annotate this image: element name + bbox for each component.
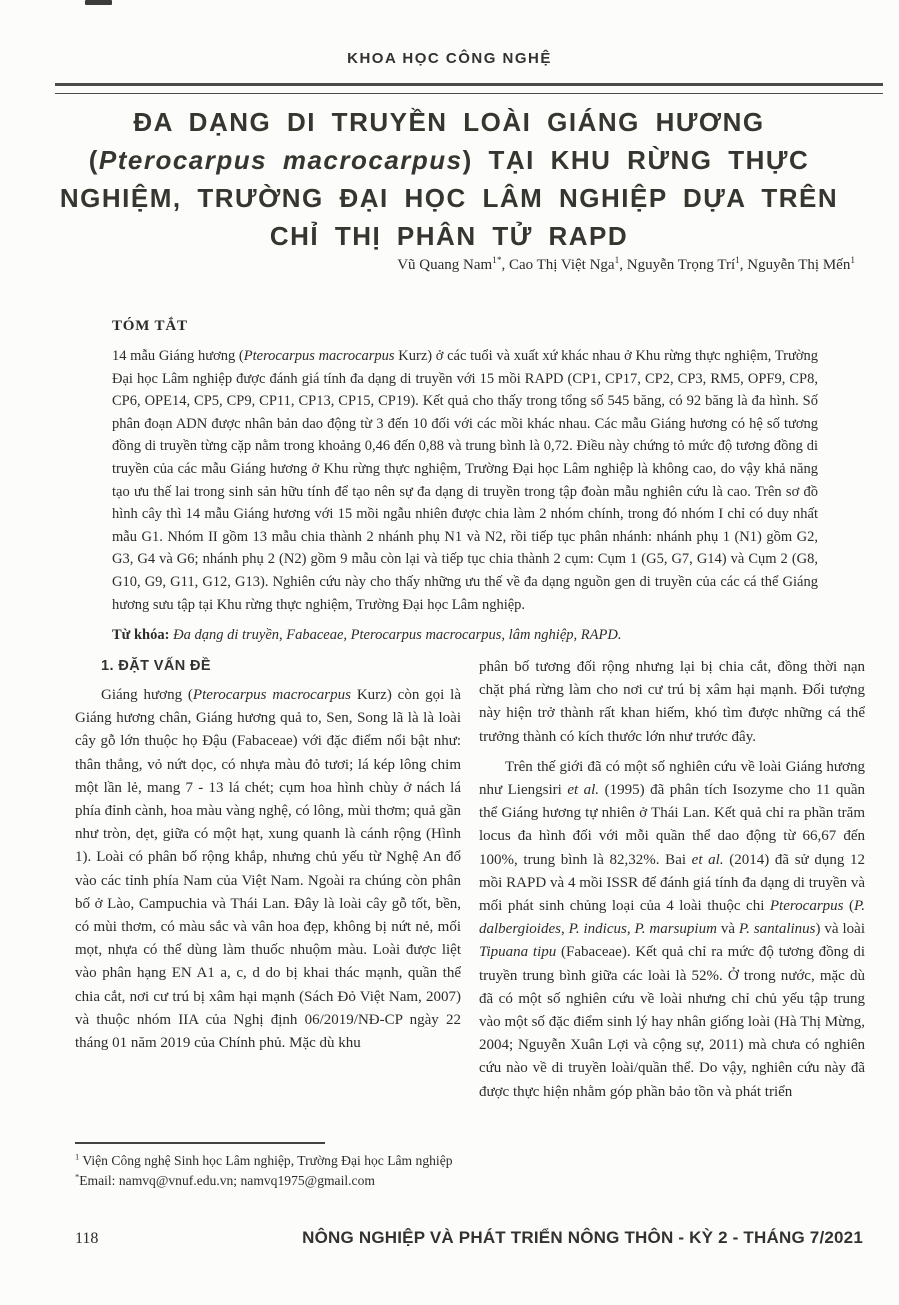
abstract-text: 14 mẫu Giáng hương (Pterocarpus macrocarpus Kurz) ở các tuổi và xuất xứ khác nhau ở Khu rừng thực nghiệm, Trường Đại học Lâm nghiệp được đánh giá tính đa dạng di truyền với 15 mồi RAPD (CP1, CP17, CP2, CP3, RM5, OPF9, CP8, CP6, OPE14, CP5, CP9, CP11, CP13, CP15, CP19). Kết quả cho thấy trong tổng số 545 băng, có 92 băng là đa hình. Số phân đoạn ADN được nhân bản dao động từ 3 đến 10 đối với các mồi khác nhau. Các mẫu Giáng hương có hệ số tương đồng di truyền từng cặp nằm trong khoảng 0,46 đến 0,88 và trung bình là 0,72. Điều này chứng tỏ mức độ tương đồng di truyền của các mẫu Giáng hương ở Khu rừng thực nghiệm, Trường Đại học Lâm nghiệp là không cao, do vậy khả năng tạo ưu thế lai trong sinh sản hữu tính để tạo nên sự đa dạng di truyền trong tập đoàn mẫu nghiên cứu là cao. Trên sơ đồ hình cây thì 14 mẫu Giáng hương với 15 mồi ngẫu nhiên được chia làm 2 nhóm chính, trong đó nhóm I chỉ có duy nhất mẫu G1. Nhóm II gồm 13 mẫu chia thành 2 nhánh phụ N1 và N2, rồi tiếp tục phân nhánh: nhánh phụ 1 (N1) gồm G2, G3, G4 và G6; nhánh phụ 2 (N2) gồm 9 mẫu còn lại và tiếp tục chia thành 2 cụm: Cụm 1 (G5, G7, G14) và Cụm 2 (G8, G10, G9, G11, G12, G13). Nghiên cứu này cho thấy những ưu thế về đa dạng nguồn gen di truyền của các cá thể Giáng hương sưu tập tại Khu rừng thực nghiệm, Trường Đại học Lâm nghiệp. [112,348,818,613]
body-paragraph: phân bố tương đối rộng nhưng lại bị chia cắt, đồng thời nạn chặt phá rừng làm cho nơi cư trú bị xâm hại mạnh. Đối tượng này hiện trở thành rất khan hiếm, khó tìm được những cá thể trưởng thành có kích thước lớn như trước đây. [479,659,865,745]
abstract-section [112,318,818,646]
page-number: 118 [75,1230,99,1247]
right-column [479,656,865,1111]
header-rule [55,83,883,94]
body-columns [75,656,865,1111]
footnote-affiliation: $^1$ Viện Công nghệ Sinh học Lâm nghiệp, Trường Đại học Lâm nghiệp [75,1151,453,1168]
footnote-email: *Email: namvq@vnuf.edu.vn; namvq1975@gmail.com [75,1171,375,1188]
keywords-text: Đa dạng di truyền, Fabaceae, Pterocarpus macrocarpus, lâm nghiệp, RAPD. [173,627,622,644]
page-footer [75,1228,863,1248]
authors-line: Vũ Quang Nam$^{1*}$, Cao Thị Việt Nga$^1$, Nguyễn Trọng Trí$^1$, Nguyễn Thị Mến$^1$ [397,256,855,273]
scan-artifact-mark [85,0,112,5]
footnote-rule [75,1142,325,1144]
keywords-label: Từ khóa: [112,627,170,644]
left-column [75,656,461,1111]
keywords-line [112,625,818,646]
running-head: KHOA HỌC CÔNG NGHỆ [347,50,552,67]
journal-footer-title: NÔNG NGHIỆP VÀ PHÁT TRIỂN NÔNG THÔN - KỲ 2 - THÁNG 7/2021 [302,1228,863,1247]
article-title: ĐA DẠNG DI TRUYỀN LOÀI GIÁNG HƯƠNG (Pterocarpus macrocarpus) TẠI KHU RỪNG THỰC NGHIỆM, TRƯỜNG ĐẠI HỌC LÂM NGHIỆP DỰA TRÊN CHỈ THỊ PHÂN TỬ RAPD [59,107,839,251]
body-paragraph: Trên thế giới đã có một số nghiên cứu về loài Giáng hương như Liengsiri et al. (1995) đã phân tích Isozyme cho 11 quần thể Giáng hương tự nhiên ở Thái Lan. Kết quả chỉ ra phần trăm locus đa hình đối với mỗi quần thể dao động từ 66,67 đến 100%, trung bình là 82,32%. Bai et al. (2014) đã sử dụng 12 mồi RAPD và 4 mồi ISSR để đánh giá tính đa dạng di truyền và mối phát sinh chủng loại của 4 loài thuộc chi Pterocarpus (P. dalbergioides, P. indicus, P. marsupium và P. santalinus) và loài Tipuana tipu (Fabaceae). Kết quả chỉ ra mức độ tương đồng di truyền trung bình giữa các loài là 52%. Ở trong nước, mặc dù đã có một số nghiên cứu về loài nhưng chỉ chủ yếu tập trung vào một số đặc điểm sinh lý hay nhân giống loài (Hà Thị Mừng, 2004; Nguyễn Xuân Lợi và cộng sự, 2011) mà chưa có nghiên cứu nào về di truyền loài/quần thể. Do vậy, nghiên cứu này đã được thực hiện nhằm góp phần bảo tồn và phát triển [479,758,865,1100]
footnote [75,1142,469,1191]
body-paragraph: Giáng hương (Pterocarpus macrocarpus Kurz) còn gọi là Giáng hương chân, Giáng hương quả to, Sen, Song lã là là loài cây gỗ lớn thuộc họ Đậu (Fabaceae) với đặc điểm nổi bật như: thân thẳng, vỏ nứt dọc, có nhựa màu đỏ tươi; lá kép lông chim một lần lẻ, mang 7 - 13 lá chét; cụm hoa hình chùy ở nách lá phía đỉnh cành, hoa màu vàng nghệ, có lông, mùi thơm; quả gần như tròn, dẹt, giữa có một hạt, xung quanh là cánh rộng (Hình 1). Loài có phân bố rộng khắp, nhưng chủ yếu từ Nghệ An đổ vào các tỉnh phía Nam của Việt Nam. Ngoài ra chúng còn phân bố ở Lào, Campuchia và Thái Lan. Đây là loài cây gỗ tốt, bền, có mùi thơm, có màu sắc và vân hoa đẹp, không bị nứt nẻ, mối mọt, nhựa có thể dùng làm thuốc nhuộm màu. Loài được liệt vào phân hạng EN A1 a, c, d do bị khai thác mạnh, quần thể chia cắt, nơi cư trú bị xâm hại mạnh (Sách Đỏ Việt Nam, 2007) và thuộc nhóm IIA của Nghị định 06/2019/NĐ-CP ngày 22 tháng 01 năm 2019 của Chính phủ. Mặc dù khu [75,687,461,1052]
abstract-heading: TÓM TẮT [112,318,188,334]
section-heading: 1. ĐẶT VẤN ĐỀ [101,658,211,674]
